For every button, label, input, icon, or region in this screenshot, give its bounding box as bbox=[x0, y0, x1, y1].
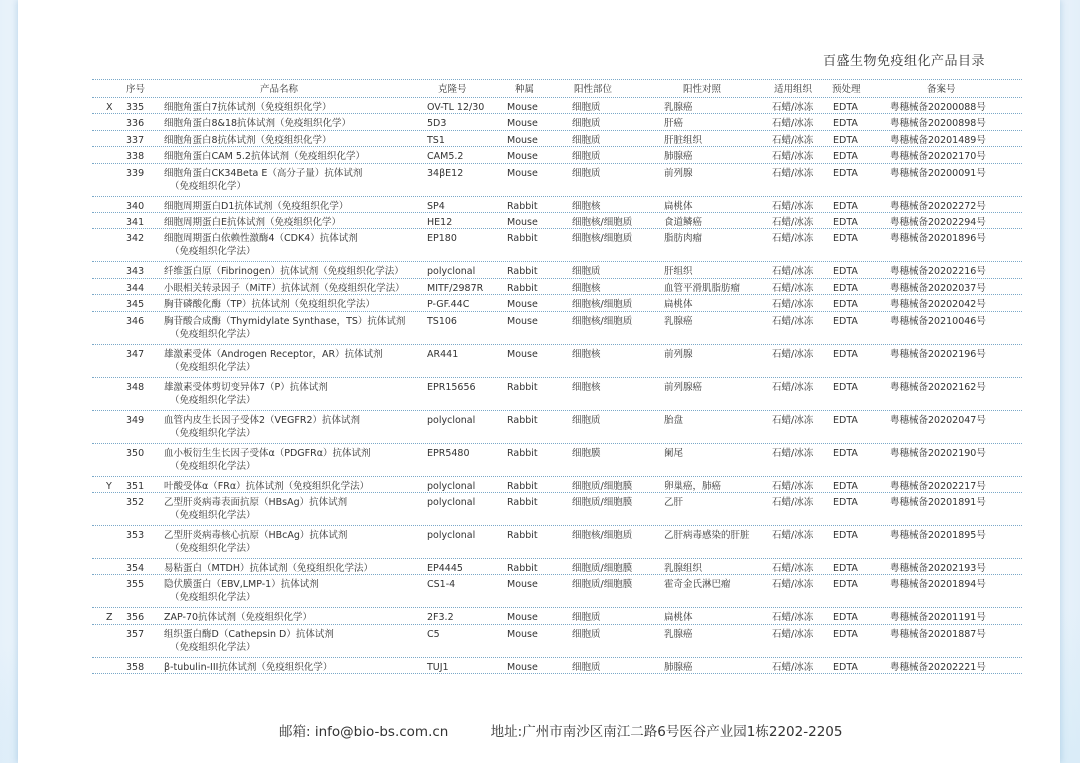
row-product-name-line1: 血管内皮生长因子受体2（VEGFR2）抗体试剂 bbox=[164, 414, 361, 426]
row-control: 阑尾 bbox=[664, 447, 684, 459]
row-product-name-line1: 血小板衍生生长因子受体α（PDGFRα）抗体试剂 bbox=[164, 447, 371, 459]
row-tissue: 石蜡/冰冻 bbox=[772, 480, 814, 492]
row-registration: 粤穗械备20202170号 bbox=[890, 151, 986, 163]
row-location: 细胞质 bbox=[572, 628, 601, 640]
row-pretreat: EDTA bbox=[833, 628, 858, 640]
row-product-name-line1: 雄激素受体剪切变异体7（P）抗体试剂 bbox=[164, 381, 328, 393]
table-row bbox=[92, 625, 1022, 658]
row-registration: 粤穗械备20201887号 bbox=[890, 628, 986, 640]
row-product-name-line1: 细胞角蛋白7抗体试剂（免疫组织化学） bbox=[164, 102, 332, 113]
row-tissue: 石蜡/冰冻 bbox=[772, 447, 814, 459]
row-pretreat: EDTA bbox=[833, 118, 858, 130]
row-no: 353 bbox=[126, 529, 145, 541]
row-registration: 粤穗械备20200898号 bbox=[890, 118, 986, 130]
row-species: Mouse bbox=[507, 661, 538, 673]
product-table bbox=[92, 79, 1022, 674]
row-product-name-line2: （免疫组织化学法） bbox=[170, 592, 256, 604]
row-product-name-line2: （免疫组织化学法） bbox=[170, 509, 256, 521]
row-registration: 粤穗械备20201891号 bbox=[890, 496, 986, 508]
table-row bbox=[92, 98, 1022, 114]
row-clone: polyclonal bbox=[427, 529, 476, 541]
table-row bbox=[92, 164, 1022, 197]
table-row bbox=[92, 608, 1022, 624]
row-registration: 粤穗械备20202047号 bbox=[890, 414, 986, 426]
row-letter: X bbox=[106, 102, 113, 113]
row-location: 细胞核 bbox=[572, 282, 601, 294]
table-row bbox=[92, 559, 1022, 575]
row-clone: EP4445 bbox=[427, 562, 463, 574]
row-tissue: 石蜡/冰冻 bbox=[772, 348, 814, 360]
row-control: 肺腺癌 bbox=[664, 661, 693, 673]
row-registration: 粤穗械备20202217号 bbox=[890, 480, 986, 492]
row-product-name-line2: （免疫组织化学） bbox=[170, 180, 247, 192]
row-product-name bbox=[164, 578, 319, 604]
row-no: 344 bbox=[126, 282, 145, 294]
row-registration: 粤穗械备20202190号 bbox=[890, 447, 986, 459]
row-location: 细胞质/细胞膜 bbox=[572, 562, 633, 574]
table-row bbox=[92, 295, 1022, 311]
table-row bbox=[92, 197, 1022, 213]
row-registration: 粤穗械备20202042号 bbox=[890, 299, 986, 311]
row-location: 细胞核 bbox=[572, 200, 601, 212]
row-species: Rabbit bbox=[507, 282, 538, 294]
row-product-name bbox=[164, 628, 334, 654]
row-product-name bbox=[164, 414, 360, 440]
row-clone: TUJ1 bbox=[427, 661, 449, 673]
row-species: Rabbit bbox=[507, 200, 538, 212]
row-species: Mouse bbox=[507, 216, 538, 228]
row-control: 霍奇金氏淋巴瘤 bbox=[664, 579, 731, 591]
row-product-name-line2: （免疫组织化学法） bbox=[170, 427, 256, 439]
table-row bbox=[92, 114, 1022, 130]
row-tissue: 石蜡/冰冻 bbox=[772, 496, 814, 508]
row-control: 卵巢癌，肺癌 bbox=[664, 480, 722, 492]
row-species: Rabbit bbox=[507, 529, 538, 541]
row-species: Mouse bbox=[507, 151, 538, 163]
row-clone: SP4 bbox=[427, 200, 445, 212]
row-product-name-line2: （免疫组织化学法） bbox=[170, 641, 256, 653]
row-control: 扁桃体 bbox=[664, 299, 693, 311]
row-no: 337 bbox=[126, 134, 145, 146]
row-product-name bbox=[164, 315, 405, 341]
row-product-name-line2: （免疫组织化学法） bbox=[170, 328, 256, 340]
row-no: 340 bbox=[126, 200, 145, 212]
row-species: Rabbit bbox=[507, 233, 538, 245]
row-control: 食道鳞癌 bbox=[664, 216, 703, 228]
row-product-name-line1: 细胞周期蛋白E抗体试剂（免疫组织化学） bbox=[164, 216, 342, 228]
row-species: Mouse bbox=[507, 134, 538, 146]
row-pretreat: EDTA bbox=[833, 661, 858, 673]
row-tissue: 石蜡/冰冻 bbox=[772, 233, 814, 245]
row-tissue: 石蜡/冰冻 bbox=[772, 529, 814, 541]
row-product-name bbox=[164, 200, 348, 213]
row-product-name bbox=[164, 381, 328, 407]
row-product-name-line1: 雄激素受体（Androgen Receptor，AR）抗体试剂 bbox=[164, 348, 383, 360]
row-registration: 粤穗械备20201191号 bbox=[890, 612, 986, 624]
row-location: 细胞膜 bbox=[572, 447, 601, 459]
row-product-name-line1: 细胞周期蛋白D1抗体试剂（免疫组织化学） bbox=[164, 200, 349, 212]
row-tissue: 石蜡/冰冻 bbox=[772, 102, 814, 113]
row-registration: 粤穗械备20202216号 bbox=[890, 266, 986, 278]
row-species: Mouse bbox=[507, 628, 538, 640]
row-pretreat: EDTA bbox=[833, 480, 858, 492]
row-location: 细胞质 bbox=[572, 102, 601, 113]
row-registration: 粤穗械备20200088号 bbox=[890, 102, 986, 113]
row-location: 细胞质 bbox=[572, 167, 601, 179]
row-no: 358 bbox=[126, 661, 145, 673]
row-product-name bbox=[164, 447, 371, 473]
row-no: 355 bbox=[126, 579, 145, 591]
row-species: Mouse bbox=[507, 167, 538, 179]
table-row bbox=[92, 378, 1022, 411]
row-clone: TS106 bbox=[427, 315, 457, 327]
row-registration: 粤穗械备20202221号 bbox=[890, 661, 986, 673]
row-clone: CAM5.2 bbox=[427, 151, 464, 163]
header-species: 种属 bbox=[515, 84, 535, 95]
row-clone: MITF/2987R bbox=[427, 282, 484, 294]
row-product-name-line1: 胸苷酸合成酶（Thymidylate Synthase，TS）抗体试剂 bbox=[164, 315, 406, 327]
row-location: 细胞质 bbox=[572, 414, 601, 426]
row-product-name bbox=[164, 529, 347, 555]
row-location: 细胞质 bbox=[572, 118, 601, 130]
row-product-name bbox=[164, 101, 332, 114]
row-product-name-line1: 细胞角蛋白8&18抗体试剂（免疫组织化学） bbox=[164, 118, 352, 130]
table-row bbox=[92, 493, 1022, 526]
row-no: 356 bbox=[126, 612, 145, 624]
row-registration: 粤穗械备20202162号 bbox=[890, 381, 986, 393]
row-species: Mouse bbox=[507, 102, 538, 113]
row-product-name-line1: 细胞角蛋白8抗体试剂（免疫组织化学） bbox=[164, 134, 332, 146]
row-species: Rabbit bbox=[507, 480, 538, 492]
row-product-name-line1: β-tubulin-III抗体试剂（免疫组织化学） bbox=[164, 661, 333, 673]
row-control: 乳腺组织 bbox=[664, 562, 703, 574]
row-clone: CS1-4 bbox=[427, 579, 456, 591]
header-registration: 备案号 bbox=[927, 84, 956, 95]
row-location: 细胞质 bbox=[572, 661, 601, 673]
row-no: 349 bbox=[126, 414, 145, 426]
row-letter: Y bbox=[106, 480, 112, 492]
row-product-name bbox=[164, 562, 373, 575]
table-row bbox=[92, 575, 1022, 608]
row-no: 357 bbox=[126, 628, 145, 640]
row-no: 352 bbox=[126, 496, 145, 508]
row-control: 乳腺癌 bbox=[664, 102, 693, 113]
row-location: 细胞核/细胞质 bbox=[572, 233, 633, 245]
row-tissue: 石蜡/冰冻 bbox=[772, 661, 814, 673]
header-name: 产品名称 bbox=[260, 84, 299, 95]
row-species: Mouse bbox=[507, 579, 538, 591]
row-tissue: 石蜡/冰冻 bbox=[772, 381, 814, 393]
catalog-page bbox=[18, 0, 1060, 763]
row-product-name bbox=[164, 496, 347, 522]
row-control: 脂肪肉瘤 bbox=[664, 233, 703, 245]
table-row bbox=[92, 229, 1022, 262]
table-row bbox=[92, 262, 1022, 278]
footer-email: 邮箱: info@bio-bs.com.cn bbox=[279, 724, 449, 740]
row-no: 350 bbox=[126, 447, 145, 459]
row-pretreat: EDTA bbox=[833, 414, 858, 426]
row-registration: 粤穗械备20201896号 bbox=[890, 233, 986, 245]
table-row bbox=[92, 213, 1022, 229]
row-product-name-line1: 乙型肝炎病毒核心抗原（HBcAg）抗体试剂 bbox=[164, 529, 348, 541]
row-product-name bbox=[164, 282, 405, 295]
row-registration: 粤穗械备20202196号 bbox=[890, 348, 986, 360]
row-species: Rabbit bbox=[507, 562, 538, 574]
row-product-name-line1: 叶酸受体α（FRα）抗体试剂（免疫组织化学法） bbox=[164, 480, 370, 492]
row-product-name-line1: 乙型肝炎病毒表面抗原（HBsAg）抗体试剂 bbox=[164, 496, 348, 508]
row-species: Mouse bbox=[507, 348, 538, 360]
row-pretreat: EDTA bbox=[833, 562, 858, 574]
row-clone: polyclonal bbox=[427, 480, 476, 492]
row-no: 346 bbox=[126, 315, 145, 327]
row-registration: 粤穗械备20202193号 bbox=[890, 562, 986, 574]
row-registration: 粤穗械备20210046号 bbox=[890, 315, 986, 327]
row-location: 细胞质/细胞膜 bbox=[572, 496, 633, 508]
row-location: 细胞质/细胞膜 bbox=[572, 579, 633, 591]
row-pretreat: EDTA bbox=[833, 233, 858, 245]
row-product-name-line1: 细胞周期蛋白依赖性激酶4（CDK4）抗体试剂 bbox=[164, 233, 358, 245]
row-species: Rabbit bbox=[507, 414, 538, 426]
row-pretreat: EDTA bbox=[833, 315, 858, 327]
row-tissue: 石蜡/冰冻 bbox=[772, 612, 814, 624]
row-product-name-line2: （免疫组织化学法） bbox=[170, 246, 256, 258]
row-registration: 粤穗械备20202294号 bbox=[890, 216, 986, 228]
row-pretreat: EDTA bbox=[833, 216, 858, 228]
row-registration: 粤穗械备20202272号 bbox=[890, 200, 986, 212]
row-tissue: 石蜡/冰冻 bbox=[772, 134, 814, 146]
row-tissue: 石蜡/冰冻 bbox=[772, 628, 814, 640]
row-tissue: 石蜡/冰冻 bbox=[772, 167, 814, 179]
row-tissue: 石蜡/冰冻 bbox=[772, 299, 814, 311]
row-control: 肝脏组织 bbox=[664, 134, 703, 146]
row-pretreat: EDTA bbox=[833, 134, 858, 146]
row-product-name bbox=[164, 611, 312, 624]
row-control: 乳腺癌 bbox=[664, 628, 693, 640]
row-product-name-line1: 易粘蛋白（MTDH）抗体试剂（免疫组织化学法） bbox=[164, 562, 373, 574]
row-registration: 粤穗械备20201489号 bbox=[890, 134, 986, 146]
row-tissue: 石蜡/冰冻 bbox=[772, 216, 814, 228]
row-registration: 粤穗械备20201894号 bbox=[890, 579, 986, 591]
table-row bbox=[92, 147, 1022, 163]
row-product-name bbox=[164, 661, 332, 674]
row-clone: AR441 bbox=[427, 348, 459, 360]
row-clone: P-GF.44C bbox=[427, 299, 470, 311]
row-no: 354 bbox=[126, 562, 145, 574]
row-species: Rabbit bbox=[507, 496, 538, 508]
row-tissue: 石蜡/冰冻 bbox=[772, 414, 814, 426]
row-product-name-line1: 细胞角蛋白CK34Beta E（高分子量）抗体试剂 bbox=[164, 167, 363, 179]
row-product-name-line1: 纤维蛋白原（Fibrinogen）抗体试剂（免疫组织化学法） bbox=[164, 266, 404, 278]
row-species: Mouse bbox=[507, 118, 538, 130]
row-registration: 粤穗械备20200091号 bbox=[890, 167, 986, 179]
row-letter: Z bbox=[106, 612, 113, 624]
header-pretreat: 预处理 bbox=[832, 84, 861, 95]
row-control: 前列腺癌 bbox=[664, 381, 703, 393]
row-location: 细胞质 bbox=[572, 151, 601, 163]
row-species: Rabbit bbox=[507, 381, 538, 393]
row-control: 乙肝 bbox=[664, 496, 684, 508]
row-pretreat: EDTA bbox=[833, 348, 858, 360]
row-product-name-line1: 隐伏膜蛋白（EBV,LMP-1）抗体试剂 bbox=[164, 579, 319, 591]
row-control: 胎盘 bbox=[664, 414, 684, 426]
row-clone: TS1 bbox=[427, 134, 445, 146]
row-control: 乳腺癌 bbox=[664, 315, 693, 327]
row-clone: 2F3.2 bbox=[427, 612, 454, 624]
row-product-name bbox=[164, 265, 404, 278]
row-pretreat: EDTA bbox=[833, 200, 858, 212]
row-product-name bbox=[164, 216, 341, 229]
row-product-name-line2: （免疫组织化学法） bbox=[170, 394, 256, 406]
table-header bbox=[92, 80, 1022, 98]
table-row bbox=[92, 477, 1022, 493]
row-species: Rabbit bbox=[507, 447, 538, 459]
table-row bbox=[92, 526, 1022, 559]
footer-address: 地址:广州市南沙区南江二路6号医谷产业园1栋2202-2205 bbox=[490, 724, 843, 740]
row-control: 前列腺 bbox=[664, 348, 693, 360]
row-no: 347 bbox=[126, 348, 145, 360]
row-product-name bbox=[164, 232, 358, 258]
row-product-name-line1: 胸苷磷酸化酶（TP）抗体试剂（免疫组织化学法） bbox=[164, 299, 376, 311]
row-pretreat: EDTA bbox=[833, 151, 858, 163]
table-row bbox=[92, 444, 1022, 477]
table-row bbox=[92, 131, 1022, 147]
row-no: 339 bbox=[126, 167, 145, 179]
row-registration: 粤穗械备20201895号 bbox=[890, 529, 986, 541]
row-clone: 34βE12 bbox=[427, 167, 464, 179]
table-body bbox=[92, 98, 1022, 674]
row-registration: 粤穗械备20202037号 bbox=[890, 282, 986, 294]
header-clone: 克隆号 bbox=[438, 84, 467, 95]
table-row bbox=[92, 312, 1022, 345]
row-location: 细胞质 bbox=[572, 612, 601, 624]
row-clone: EPR15656 bbox=[427, 381, 476, 393]
row-product-name bbox=[164, 298, 375, 311]
row-pretreat: EDTA bbox=[833, 266, 858, 278]
row-no: 335 bbox=[126, 102, 145, 113]
row-product-name-line2: （免疫组织化学法） bbox=[170, 361, 256, 373]
row-no: 348 bbox=[126, 381, 145, 393]
row-no: 345 bbox=[126, 299, 145, 311]
row-product-name bbox=[164, 117, 351, 130]
row-pretreat: EDTA bbox=[833, 447, 858, 459]
row-tissue: 石蜡/冰冻 bbox=[772, 118, 814, 130]
row-tissue: 石蜡/冰冻 bbox=[772, 151, 814, 163]
row-clone: EP180 bbox=[427, 233, 457, 245]
row-pretreat: EDTA bbox=[833, 612, 858, 624]
table-row bbox=[92, 279, 1022, 295]
row-product-name-line1: 小眼相关转录因子（MiTF）抗体试剂（免疫组织化学法） bbox=[164, 282, 405, 294]
header-tissue: 适用组织 bbox=[774, 84, 813, 95]
row-species: Mouse bbox=[507, 315, 538, 327]
row-pretreat: EDTA bbox=[833, 529, 858, 541]
row-location: 细胞核 bbox=[572, 348, 601, 360]
row-clone: polyclonal bbox=[427, 496, 476, 508]
row-pretreat: EDTA bbox=[833, 102, 858, 113]
row-tissue: 石蜡/冰冻 bbox=[772, 562, 814, 574]
row-clone: polyclonal bbox=[427, 266, 476, 278]
row-tissue: 石蜡/冰冻 bbox=[772, 200, 814, 212]
row-control: 肝癌 bbox=[664, 118, 684, 130]
row-control: 肺腺癌 bbox=[664, 151, 693, 163]
row-pretreat: EDTA bbox=[833, 579, 858, 591]
table-row bbox=[92, 345, 1022, 378]
row-location: 细胞核 bbox=[572, 381, 601, 393]
row-tissue: 石蜡/冰冻 bbox=[772, 266, 814, 278]
row-clone: HE12 bbox=[427, 216, 453, 228]
row-no: 343 bbox=[126, 266, 145, 278]
header-control: 阳性对照 bbox=[683, 84, 722, 95]
table-row bbox=[92, 658, 1022, 674]
row-no: 336 bbox=[126, 118, 145, 130]
row-control: 乙肝病毒感染的肝脏 bbox=[664, 529, 750, 541]
row-tissue: 石蜡/冰冻 bbox=[772, 315, 814, 327]
row-no: 351 bbox=[126, 480, 145, 492]
row-product-name-line2: （免疫组织化学法） bbox=[170, 542, 256, 554]
catalog-title: 百盛生物免疫组化产品目录 bbox=[822, 54, 985, 69]
row-tissue: 石蜡/冰冻 bbox=[772, 579, 814, 591]
row-clone: polyclonal bbox=[427, 414, 476, 426]
header-location: 阳性部位 bbox=[574, 84, 613, 95]
row-location: 细胞质/细胞膜 bbox=[572, 480, 633, 492]
row-pretreat: EDTA bbox=[833, 496, 858, 508]
row-location: 细胞核/细胞质 bbox=[572, 216, 633, 228]
row-product-name bbox=[164, 480, 369, 493]
row-pretreat: EDTA bbox=[833, 167, 858, 179]
row-control: 前列腺 bbox=[664, 167, 693, 179]
row-product-name bbox=[164, 134, 332, 147]
row-clone: C5 bbox=[427, 628, 440, 640]
row-product-name-line1: 细胞角蛋白CAM 5.2抗体试剂（免疫组织化学） bbox=[164, 151, 365, 163]
row-control: 扁桃体 bbox=[664, 612, 693, 624]
row-no: 338 bbox=[126, 151, 145, 163]
row-product-name-line1: ZAP-70抗体试剂（免疫组织化学） bbox=[164, 612, 313, 624]
row-clone: EPR5480 bbox=[427, 447, 470, 459]
row-no: 341 bbox=[126, 216, 145, 228]
row-location: 细胞核/细胞质 bbox=[572, 315, 633, 327]
row-tissue: 石蜡/冰冻 bbox=[772, 282, 814, 294]
row-clone: OV-TL 12/30 bbox=[427, 102, 485, 113]
row-product-name bbox=[164, 348, 383, 374]
row-pretreat: EDTA bbox=[833, 299, 858, 311]
row-product-name-line1: 组织蛋白酶D（Cathepsin D）抗体试剂 bbox=[164, 628, 334, 640]
row-product-name-line2: （免疫组织化学法） bbox=[170, 460, 256, 472]
row-control: 肝组织 bbox=[664, 266, 693, 278]
row-species: Mouse bbox=[507, 612, 538, 624]
row-species: Rabbit bbox=[507, 266, 538, 278]
row-control: 扁桃体 bbox=[664, 200, 693, 212]
row-control: 血管平滑肌脂肪瘤 bbox=[664, 282, 741, 294]
row-product-name bbox=[164, 167, 362, 193]
row-clone: 5D3 bbox=[427, 118, 447, 130]
row-pretreat: EDTA bbox=[833, 282, 858, 294]
row-location: 细胞质 bbox=[572, 266, 601, 278]
row-location: 细胞核/细胞质 bbox=[572, 299, 633, 311]
row-product-name bbox=[164, 150, 365, 163]
row-no: 342 bbox=[126, 233, 145, 245]
row-species: Mouse bbox=[507, 299, 538, 311]
header-no: 序号 bbox=[126, 84, 146, 95]
footer bbox=[279, 720, 880, 740]
row-location: 细胞质 bbox=[572, 134, 601, 146]
table-row bbox=[92, 411, 1022, 444]
row-pretreat: EDTA bbox=[833, 381, 858, 393]
row-location: 细胞核/细胞质 bbox=[572, 529, 633, 541]
